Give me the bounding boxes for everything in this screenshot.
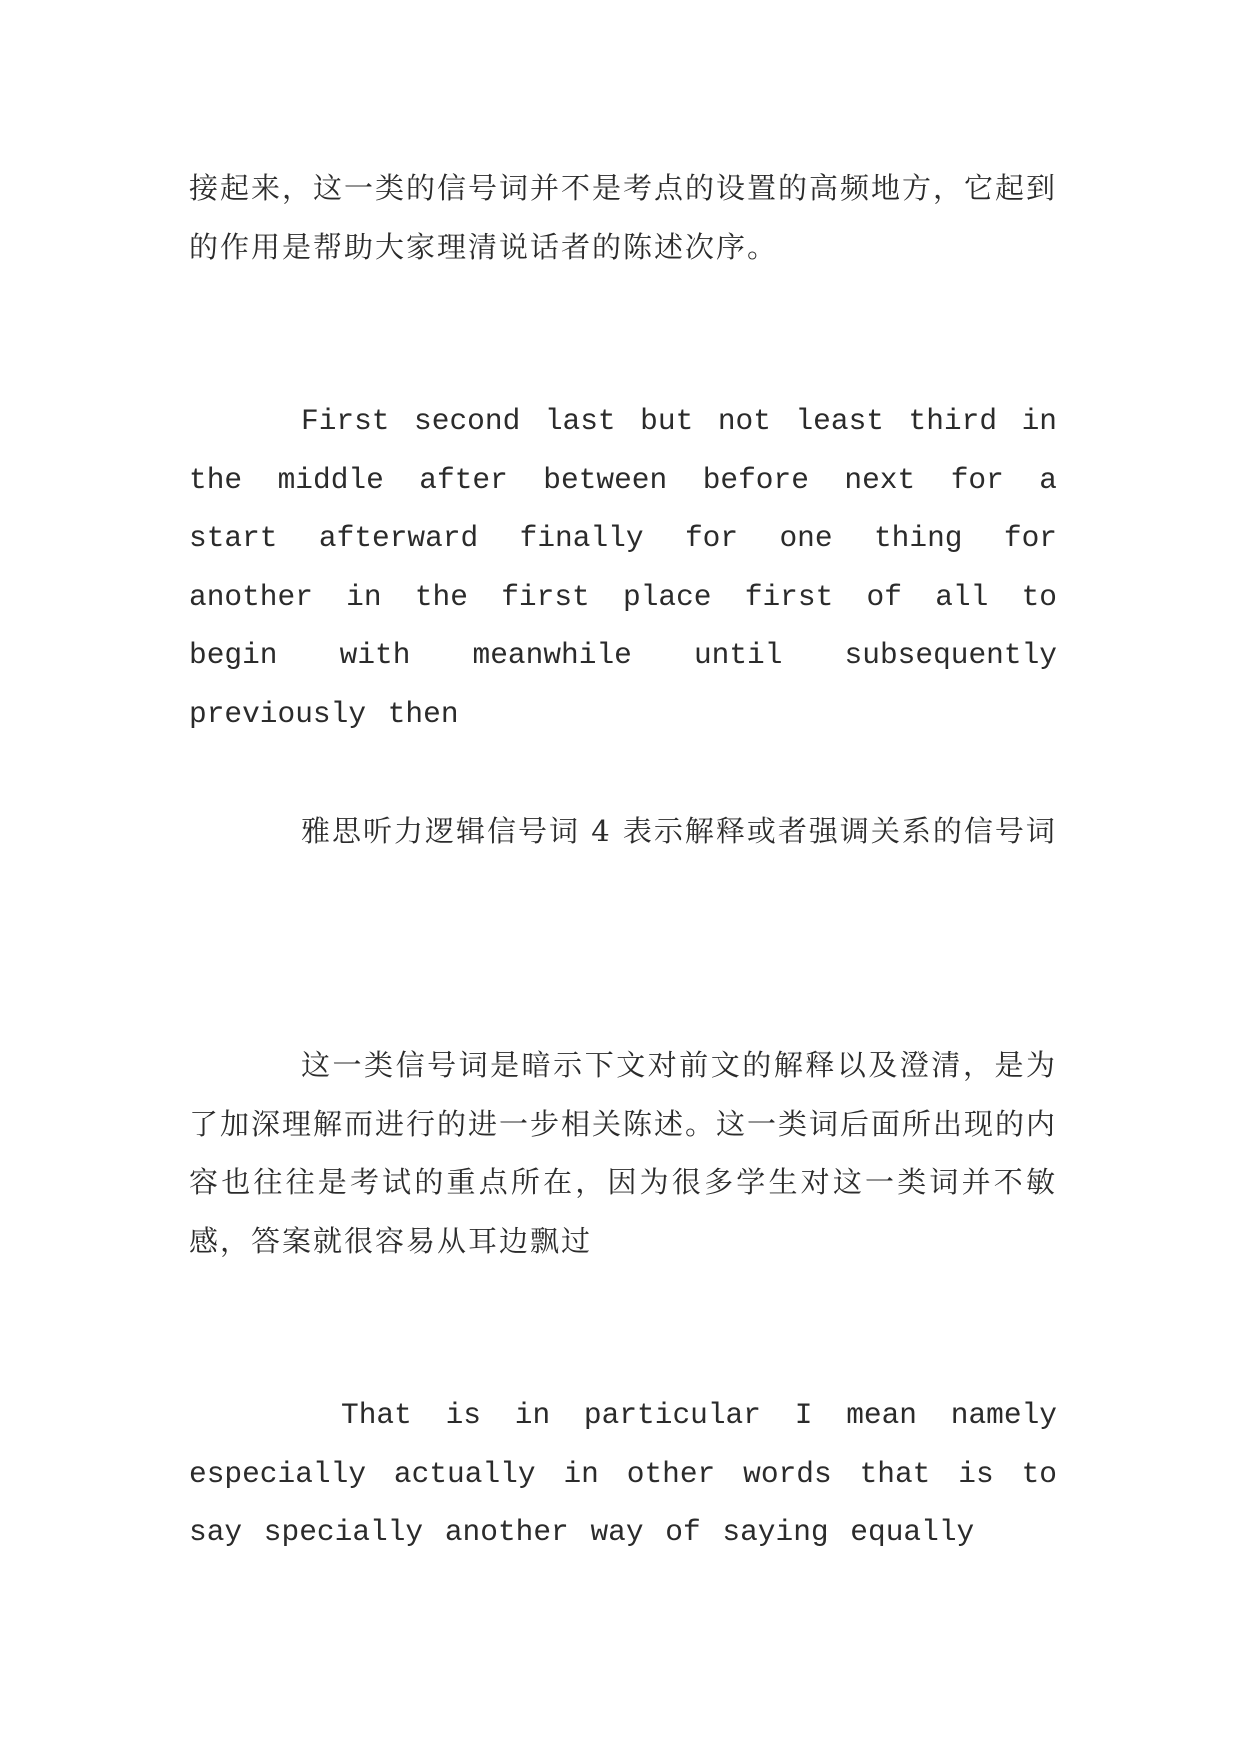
paragraph-explanation-signal-words: That is in particular I mean namely especially actually in other words that is to say specially another way of saying equally xyxy=(189,1398,1057,1549)
paragraph-sequence-note: 接起来，这一类的信号词并不是考点的设置的高频地方，它起到的作用是帮助大家理清说话者的陈述次序。 xyxy=(189,171,1058,264)
section-heading-explanation-signal-words: 雅思听力逻辑信号词 4 表示解释或者强调关系的信号词 xyxy=(301,814,1057,848)
paragraph-explanation-description: 这一类信号词是暗示下文对前文的解释以及澄清，是为了加深理解而进行的进一步相关陈述。这一类词后面所出现的内容也往往是考试的重点所在，因为很多学生对这一类词并不敏感，答案就很容易从耳边飘过 xyxy=(189,1048,1058,1258)
paragraph-sequence-signal-words: First second last but not least third in the middle after between before next for a start afterward finally for one thing for another in the first place first of all to begin with meanwhile until subsequently previously then xyxy=(189,404,1057,731)
